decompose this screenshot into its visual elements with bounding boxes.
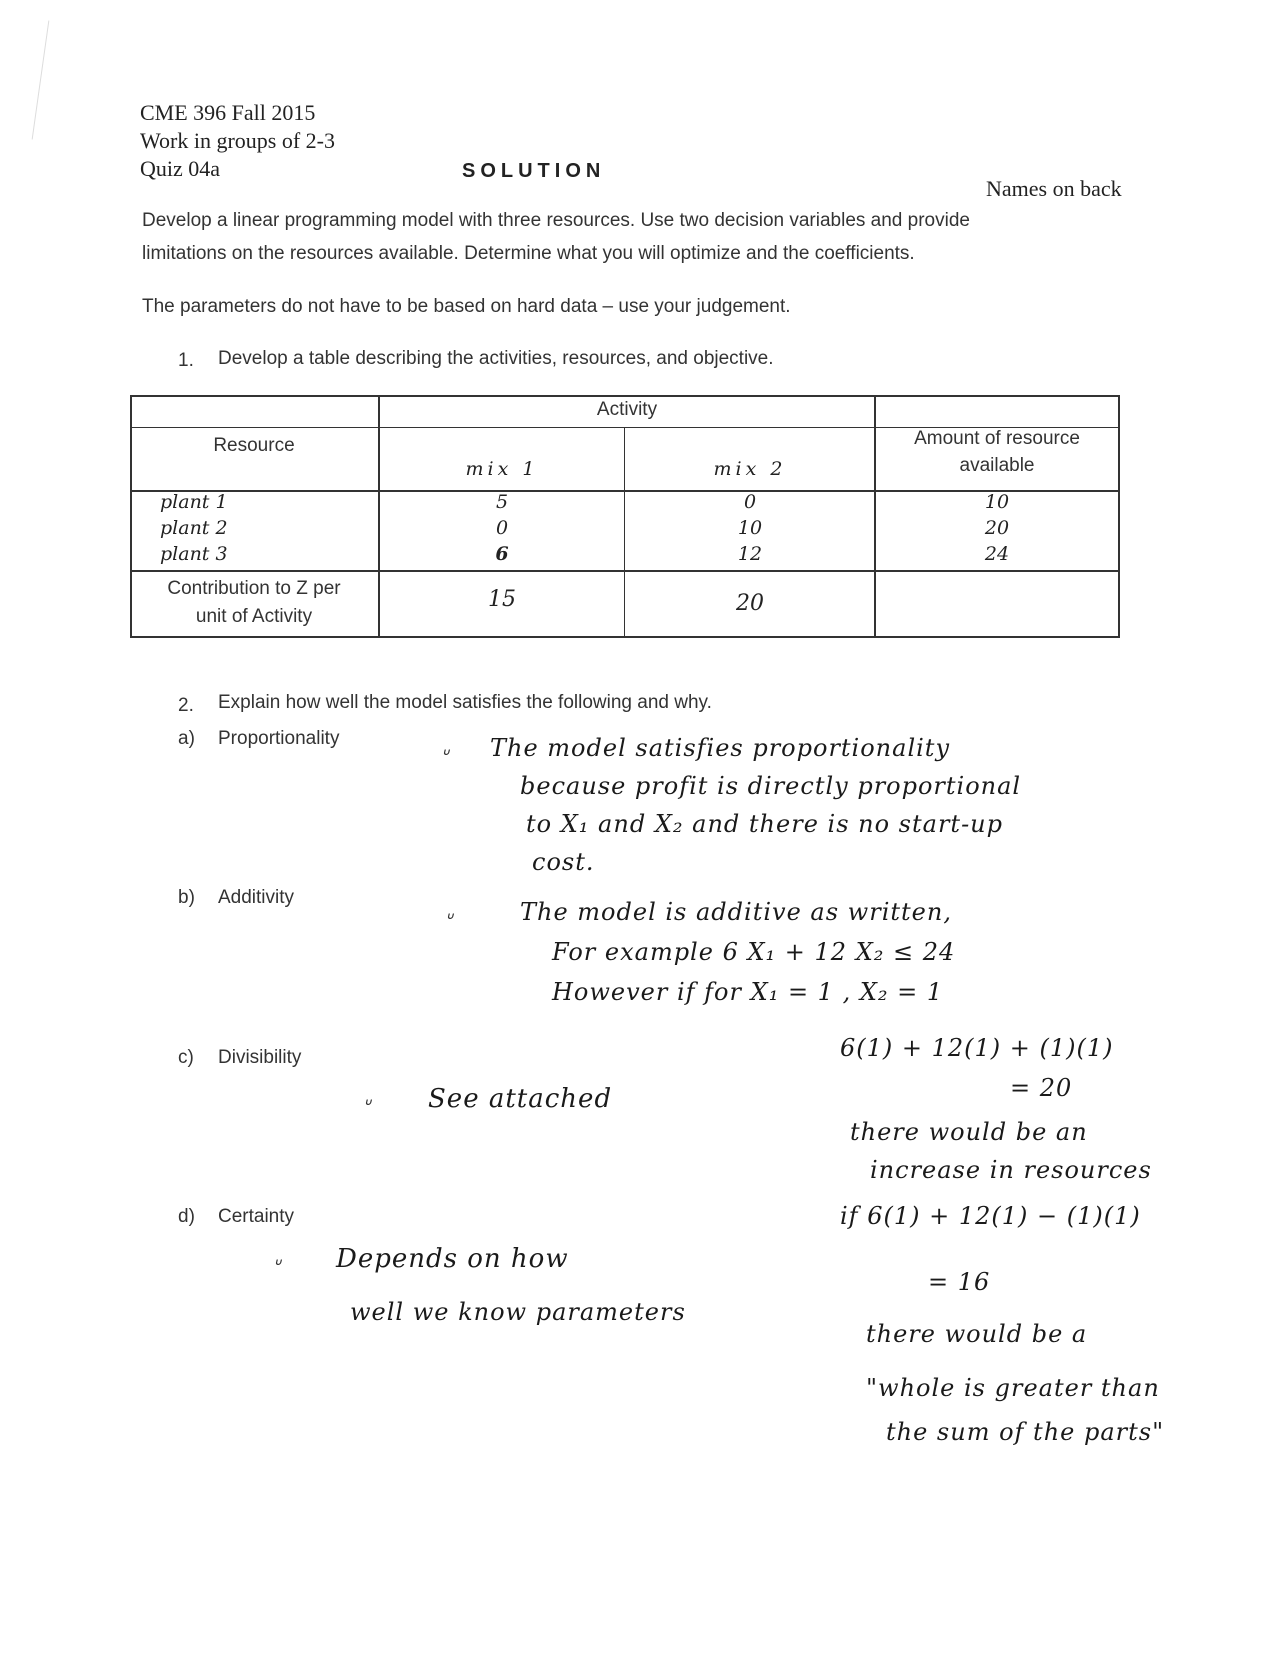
answer-d-line-2: well we know parameters [350,1298,686,1326]
item-a-label: a) [178,728,195,749]
activity-1-cell: 6 [495,543,509,565]
contribution-activity-2: 20 [736,591,764,616]
item-c-text: Divisibility [218,1047,302,1068]
answer-a-line-4: cost. [532,848,595,876]
question-2-number: 2. [178,695,194,716]
table-line [624,427,625,638]
item-c-label: c) [178,1047,194,1068]
answer-b-calc-5: if 6(1) + 12(1) − (1)(1) [840,1202,1141,1230]
answer-a-line-1: The model satisfies proportionality [490,734,951,762]
item-d-label: d) [178,1206,195,1227]
answer-b-calc-1: 6(1) + 12(1) + (1)(1) [840,1034,1114,1062]
answer-b-calc-7: there would be a [866,1320,1088,1348]
instruction-line-1: Develop a linear programming model with three resources. Use two decision variables and provide [142,210,970,231]
amount-header-line-2: available [959,455,1035,476]
answer-tick-mark: ᐡ [362,1094,370,1118]
question-1-number: 1. [178,350,194,371]
activity-1-cell: 5 [495,491,509,513]
resource-cell: plant 2 [160,517,228,539]
activity-1-header: mix 1 [465,458,539,480]
answer-b-line-1: The model is additive as written, [520,898,952,926]
amount-cell: 10 [984,491,1010,513]
course-title: CME 396 Fall 2015 [140,100,316,125]
answer-a-line-2: because profit is directly proportional [520,772,1022,800]
solution-stamp: SOLUTION [462,160,606,182]
table-line [130,636,1120,638]
resource-cell: plant 1 [160,491,228,513]
answer-b-calc-9: the sum of the parts" [886,1418,1165,1446]
answer-b-line-3: However if for X₁ = 1 , X₂ = 1 [552,978,944,1006]
item-a-text: Proportionality [218,728,340,749]
answer-b-calc-2: = 20 [1010,1074,1073,1102]
names-note: Names on back [986,176,1122,201]
activity-2-cell: 12 [737,543,763,565]
table-line [130,395,1120,397]
amount-header-line-1: Amount of resource [914,428,1080,449]
amount-header [876,425,1118,479]
scan-edge-mark [32,21,50,140]
amount-cell: 24 [984,543,1010,565]
item-d-text: Certainty [218,1206,295,1227]
group-note: Work in groups of 2-3 [140,128,335,153]
answer-tick-mark: ᐡ [440,744,448,768]
answer-b-calc-8: "whole is greater than [866,1374,1160,1402]
contribution-label-line-1: Contribution to Z per [167,578,341,599]
answer-b-calc-3: there would be an [850,1118,1088,1146]
answer-tick-mark: ᐡ [272,1254,280,1278]
answer-d-line-1: Depends on how [336,1244,569,1274]
table-line [1118,395,1120,638]
table-line [130,570,1120,572]
instruction-line-3: The parameters do not have to be based on hard data – use your judgement. [142,296,791,317]
amount-cell: 20 [984,517,1010,539]
activity-1-cell: 0 [495,517,509,539]
quiz-id: Quiz 04a [140,156,221,181]
activity-header: Activity [596,399,658,420]
resource-header: Resource [213,435,295,456]
item-b-label: b) [178,887,195,908]
question-2-text: Explain how well the model satisfies the following and why. [218,692,712,713]
answer-c-text: See attached [428,1084,613,1114]
contribution-label [130,575,378,631]
activity-2-cell: 10 [737,517,763,539]
activity-table [130,395,1120,638]
contribution-label-line-2: unit of Activity [195,606,313,627]
answer-b-calc-6: = 16 [928,1268,991,1296]
activity-2-cell: 0 [743,491,757,513]
question-1-text: Develop a table describing the activities, resources, and objective. [218,348,774,369]
contribution-activity-1: 15 [488,587,516,612]
resource-cell: plant 3 [160,543,228,565]
item-b-text: Additivity [218,887,295,908]
answer-b-line-2: For example 6 X₁ + 12 X₂ ≤ 24 [552,938,956,966]
answer-a-line-3: to X₁ and X₂ and there is no start-up [526,810,1003,838]
activity-2-header: mix 2 [713,458,787,480]
answer-b-calc-4: increase in resources [870,1156,1152,1184]
instruction-line-2: limitations on the resources available. Determine what you will optimize and the coefficients. [142,243,915,264]
answer-tick-mark: ᐡ [444,908,452,932]
